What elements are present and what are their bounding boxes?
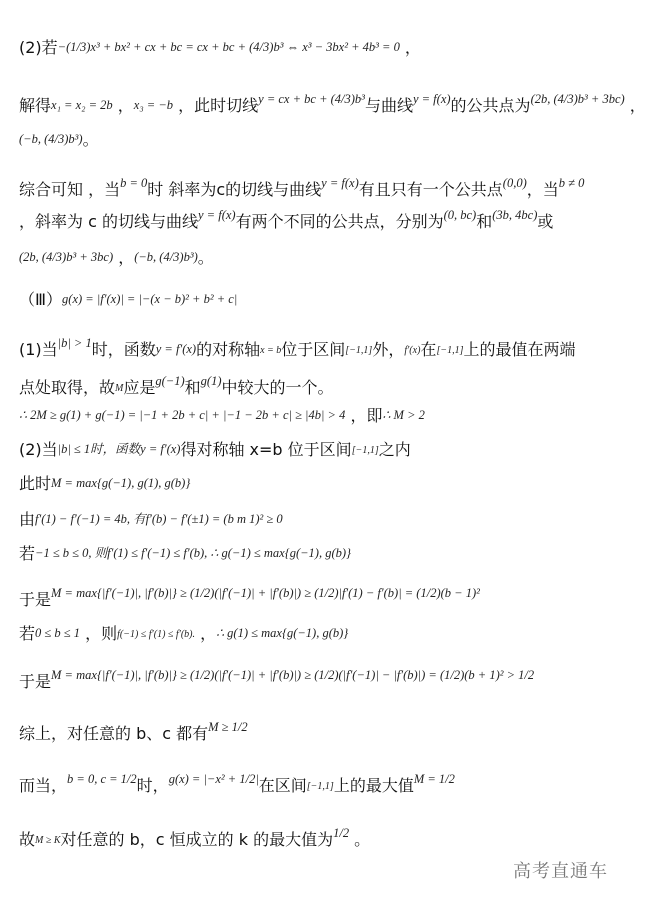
line-text: 若	[19, 544, 36, 563]
math-expression: M = max{g(−1), g(1), g(b)}	[51, 476, 191, 490]
line-text: 若	[19, 624, 36, 643]
math-expression: g(1)	[200, 374, 222, 388]
line-text: 由	[19, 510, 36, 529]
line-text: ，则	[80, 624, 118, 643]
math-expression: g(x) = |f′(x)| = |−(x − b)² + b² + c|	[62, 292, 238, 306]
math-expression: b = 0, c = 1/2	[67, 772, 137, 786]
line-text: (2)当	[19, 440, 58, 459]
math-expression: M ≥ K	[35, 835, 61, 846]
text-line	[19, 622, 632, 646]
math-expression: M = max{|f′(−1)|, |f′(b)|} ≥ (1/2)(|f′(−1)| + |f′(b)|) ≥ (1/2)|f′(1) − f′(b)| = (1/2)(b − 1)²	[51, 586, 480, 600]
math-expression: M ≥ 1/2	[208, 720, 248, 734]
math-expression: g(x) = |−x² + 1/2|	[168, 772, 259, 786]
math-expression: y = f(x)	[412, 92, 451, 106]
line-text: ，当	[526, 180, 559, 199]
math-expression: ∴ M > 2	[382, 408, 425, 422]
text-line	[19, 36, 632, 59]
math-expression: b = 0	[120, 176, 148, 190]
line-text: 于是	[19, 590, 52, 609]
text-line	[19, 246, 632, 269]
math-expression: y = cx + bc + (4/3)b³	[258, 92, 365, 106]
math-expression: f(−1) ≤ f′(1) ≤ f′(b).	[117, 629, 196, 640]
line-text: 外，	[372, 340, 405, 359]
math-expression: g(−1)	[155, 374, 185, 388]
math-expression: (−b, (4/3)b³)	[19, 132, 83, 146]
line-text: 综上，对任意的 b、c 都有	[19, 724, 209, 743]
line-text: 和	[476, 212, 493, 231]
text-line	[19, 88, 646, 117]
line-text: 此时	[19, 474, 52, 493]
line-text: 上的最值在两端	[463, 340, 576, 359]
math-expression: f′(1) − f′(−1) = 4b, 有f′(b) − f′(±1) = (b m 1)² ≥ 0	[35, 512, 283, 526]
math-expression: ∴ g(1) ≤ max{g(−1), g(b)}	[216, 626, 349, 640]
line-text: 而当，	[19, 776, 68, 795]
line-text: 于是	[19, 672, 52, 691]
math-expression: f′(x)	[404, 345, 421, 356]
line-text: 或	[537, 212, 554, 231]
text-line	[19, 472, 632, 495]
line-text: ，	[399, 38, 421, 57]
math-expression: 0 ≤ b ≤ 1	[35, 626, 80, 640]
line-text: ，	[195, 624, 217, 643]
line-text: 时，	[136, 776, 169, 795]
line-text: 。	[349, 830, 371, 849]
line-text: 综合可知 ，当	[19, 180, 121, 199]
line-text: 上的最大值	[333, 776, 414, 795]
text-line	[19, 404, 632, 427]
math-expression: [−1,1]	[351, 445, 379, 456]
math-expression: ∴ 2M ≥ g(1) + g(−1) = |−1 + 2b + c| + |−1 − 2b + c| ≥ |4b| > 4	[19, 408, 346, 422]
line-text: 点处取得，故	[19, 378, 116, 397]
line-text: 故	[19, 830, 36, 849]
math-expression: (0, bc)	[443, 208, 477, 222]
line-text: 在区间	[258, 776, 307, 795]
line-text: 和	[184, 378, 201, 397]
line-text: 位于区间	[281, 340, 346, 359]
text-line	[19, 172, 632, 201]
line-text: 时 斜率为c的切线与曲线	[147, 180, 322, 199]
line-text: 中较大的一个。	[221, 378, 334, 397]
text-line	[19, 508, 632, 531]
watermark: 高考直通车	[513, 861, 608, 882]
line-text: ，斜率为 c 的切线与曲线	[19, 212, 198, 231]
math-expression: −(1/3)x³ + bx² + cx + bc = cx + bc + (4/3)b³ ⇔ x³ − 3bx² + 4b³ = 0	[57, 40, 400, 54]
text-line	[19, 288, 632, 311]
line-text: ，	[624, 96, 646, 115]
line-text: 。	[197, 248, 214, 267]
line-text: 与曲线	[364, 96, 413, 115]
line-text: (1)当	[19, 340, 58, 359]
line-text: 在	[420, 340, 437, 359]
math-expression: |b| ≤ 1时，函数y = f′(x)	[57, 442, 181, 456]
math-expression: M = max{|f′(−1)|, |f′(b)|} ≥ (1/2)(|f′(−1)| + |f′(b)|) ≥ (1/2)(|f′(−1)| − |f′(b)|) = (1/2)(b + 1)² > 1/2	[51, 668, 535, 682]
text-line	[19, 370, 632, 400]
math-expression: 1/2	[333, 826, 350, 840]
line-text: 时，函数	[91, 340, 156, 359]
line-text: 的公共点为	[450, 96, 531, 115]
text-line	[19, 542, 632, 565]
line-text: ，	[113, 248, 135, 267]
line-text: 。	[82, 130, 99, 149]
line-text: 有且只有一个公共点	[358, 180, 503, 199]
math-expression: |b| > 1	[57, 336, 92, 350]
math-expression: (0,0)	[502, 176, 527, 190]
line-text: (2)若	[19, 38, 58, 57]
text-line	[19, 128, 632, 151]
math-expression: (3b, 4bc)	[492, 208, 538, 222]
line-text: 有两个不同的公共点，分别为	[235, 212, 444, 231]
math-expression: (2b, (4/3)b³ + 3bc)	[19, 250, 114, 264]
line-text: ，此时切线	[173, 96, 259, 115]
line-text: ，即	[345, 406, 383, 425]
math-expression: (−b, (4/3)b³)	[134, 250, 198, 264]
line-text: （Ⅲ）	[19, 290, 63, 309]
text-line	[19, 582, 632, 611]
math-expression: y = f(x)	[197, 208, 236, 222]
line-text: ，	[112, 96, 134, 115]
text-line	[19, 204, 632, 233]
line-text: 之内	[378, 440, 411, 459]
math-expression: y = f(x)	[321, 176, 359, 190]
math-expression: (2b, (4/3)b³ + 3bc)	[530, 92, 625, 106]
line-text: 对任意的 b，c 恒成立的 k 的最大值为	[60, 830, 334, 849]
text-line	[19, 716, 632, 745]
math-expression: b ≠ 0	[558, 176, 585, 190]
math-expression: M	[115, 383, 124, 394]
math-expression: [−1,1]	[345, 345, 373, 356]
math-expression: y = f′(x)	[155, 342, 197, 356]
text-line	[19, 768, 632, 798]
math-expression: [−1,1]	[436, 345, 464, 356]
line-text: 解得	[19, 96, 52, 115]
text-line	[19, 438, 632, 462]
math-expression: [−1,1]	[306, 781, 334, 792]
math-expression: x = b	[260, 345, 282, 356]
line-text: 的对称轴	[196, 340, 261, 359]
line-text: 应是	[123, 378, 156, 397]
text-line	[19, 332, 632, 362]
math-expression: x₁ = x₂ = 2b	[51, 98, 113, 112]
text-line	[19, 822, 632, 852]
math-expression: −1 ≤ b ≤ 0, 则f′(1) ≤ f′(−1) ≤ f′(b), ∴ g(−1) ≤ max{g(−1), g(b)}	[35, 546, 352, 560]
line-text: 得对称轴 x=b 位于区间	[180, 440, 352, 459]
text-line	[19, 664, 632, 693]
math-expression: x₃ = −b	[133, 98, 174, 112]
math-expression: M = 1/2	[413, 772, 455, 786]
